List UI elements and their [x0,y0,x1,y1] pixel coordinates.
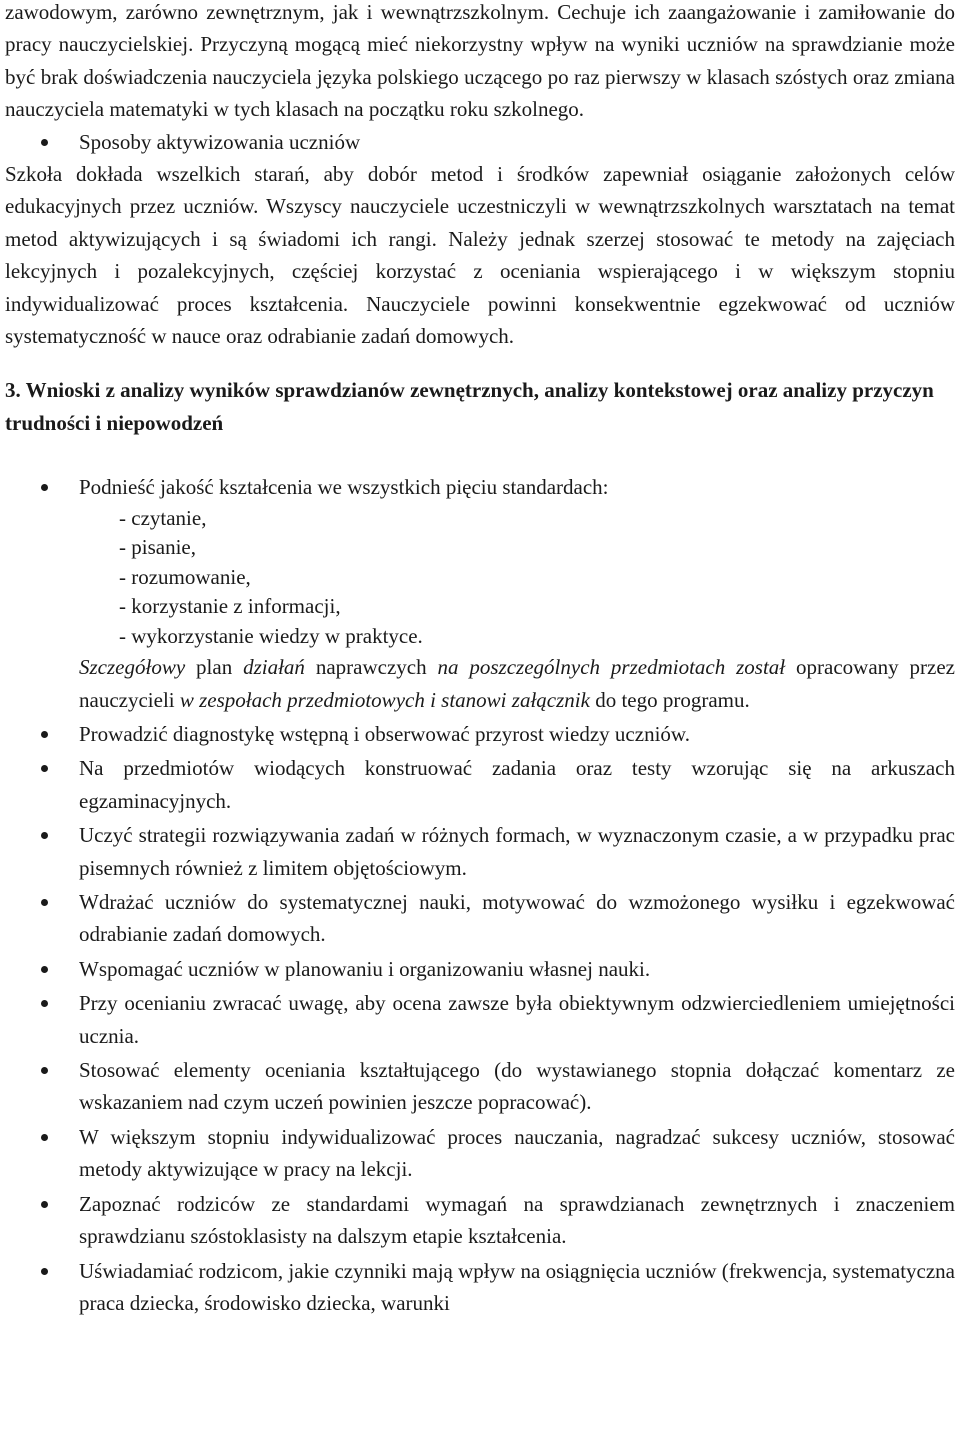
conclusion-item: Przy ocenianiu zwracać uwagę, aby ocena zawsze była obiektywnym odzwierciedleniem umiejętności ucznia. [5,987,955,1052]
conclusion-item-text: Podnieść jakość kształcenia we wszystkich pięciu standardach: [79,475,609,500]
plan-note-text: naprawczych [304,655,438,680]
conclusion-item: Zapoznać rodziców ze standardami wymagań na sprawdzianach zewnętrznych i znaczeniem sprawdzianu szóstoklasisty na dalszym etapie kształcenia. [5,1188,955,1253]
conclusion-item: Stosować elementy oceniania kształtującego (do wystawianego stopnia dołączać komentarz ze wskazaniem nad czym uczeń powinien jeszcze popracować). [5,1054,955,1119]
plan-note [79,651,955,716]
standards-sublist [79,504,955,652]
standard-item: - pisanie, [119,535,196,560]
plan-note-text: opracowany przez nauczycieli [79,655,955,712]
standard-item: - korzystanie z informacji, [119,594,341,619]
plan-note-italic: Szczegółowy [79,655,186,680]
plan-note-text: plan [185,655,244,680]
conclusion-item: W większym stopniu indywidualizować proces nauczania, nagradzać sukcesy uczniów, stosować metody aktywizujące w pracy na lekcji. [5,1121,955,1186]
standard-item: - wykorzystanie wiedzy w praktyce. [119,623,423,648]
section-3-heading: 3. Wnioski z analizy wyników sprawdzianów zewnętrznych, analizy kontekstowej oraz analizy przyczyn trudności i niepowodzeń [5,378,934,435]
conclusion-item: Prowadzić diagnostykę wstępną i obserwować przyrost wiedzy uczniów. [5,718,955,750]
conclusion-item: Uczyć strategii rozwiązywania zadań w różnych formach, w wyznaczonym czasie, a w przypadku prac pisemnych również z limitem objętościowym. [5,819,955,884]
plan-note-italic: w zespołach przedmiotowych i stanowi załącznik [179,687,590,712]
conclusions-list [5,471,955,716]
standard-item: - rozumowanie, [119,564,251,589]
document-page [5,0,955,1319]
conclusion-item-standards [5,471,955,716]
plan-note-italic: działań [243,655,305,680]
conclusion-item: Uświadamiać rodzicom, jakie czynniki mają wpływ na osiągnięcia uczniów (frekwencja, systematyczna praca dziecka, środowisko dziecka, warunki [5,1255,955,1320]
plan-note-italic: na poszczególnych przedmiotach został [437,655,786,680]
plan-note-text: do tego programu. [589,687,750,712]
intro-paragraph: zawodowym, zarówno zewnętrznym, jak i wewnątrzszkolnym. Cechuje ich zaangażowanie i zamiłowanie do pracy nauczycielskiej. Przyczyną mogącą mieć niekorzystny wpływ na wyniki uczniów na sprawdzianie może być brak doświadczenia nauczyciela języka polskiego uczącego po raz pierwszy w klasach szóstych oraz zmiana nauczyciela matematyki w tych klasach na początku roku szkolnego. [5,0,955,122]
conclusion-item: Na przedmiotów wiodących konstruować zadania oraz testy wzorując się na arkuszach egzaminacyjnych. [5,752,955,817]
conclusion-item: Wspomagać uczniów w planowaniu i organizowaniu własnej nauki. [5,953,955,985]
standard-item: - czytanie, [119,505,207,530]
conclusion-item: Wdrażać uczniów do systematycznej nauki, motywować do wzmożonego wysiłku i egzekwować odrabianie zadań domowych. [5,886,955,951]
activation-bullet-title: Sposoby aktywizowania uczniów [5,126,955,158]
conclusions-list-continued [5,718,955,1319]
activation-paragraph: Szkoła dokłada wszelkich starań, aby dobór metod i środków zapewniał osiąganie założonych celów edukacyjnych przez uczniów. Wszyscy nauczyciele uczestniczyli w wewnątrzszkolnych warsztatach na temat metod aktywizujących i są świadomi ich rangi. Należy jednak szerzej stosować te metody na zajęciach lekcyjnych i pozalekcyjnych, częściej korzystać z oceniania wspierającego i w większym stopniu indywidualizować proces kształcenia. Nauczyciele powinni konsekwentnie egzekwować od uczniów systematyczność w nauce oraz odrabianie zadań domowych. [5,162,955,349]
